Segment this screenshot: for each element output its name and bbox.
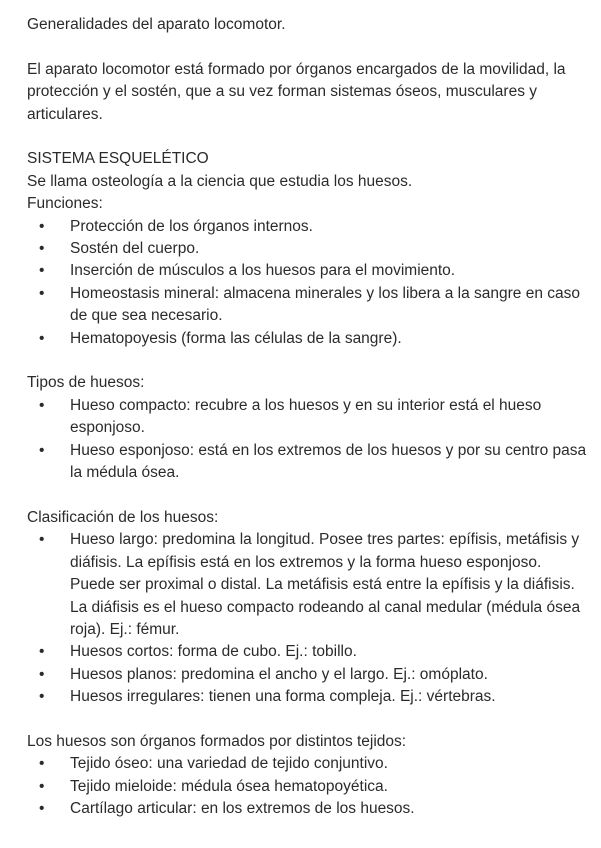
bullet-icon: • [39, 329, 45, 347]
list-item [27, 641, 589, 663]
bullet-icon: • [39, 396, 45, 414]
list-item [27, 440, 589, 485]
document-title: Generalidades del aparato locomotor. [27, 16, 286, 33]
list-item [27, 260, 589, 282]
list-item-text: Hueso compacto: recubre a los huesos y en su interior está el hueso esponjoso. [70, 396, 542, 437]
bullet-icon: • [39, 688, 45, 706]
bullet-icon: • [39, 284, 45, 302]
list-item-text: Homeostasis mineral: almacena minerales y los libera a la sangre en caso de que sea necesario. [70, 284, 581, 325]
list-item-text: Tejido óseo: una variedad de tejido conjuntivo. [70, 755, 388, 773]
tejidos-label: Los huesos son órganos formados por distintos tejidos: [27, 732, 407, 750]
clasificacion-label: Clasificación de los huesos: [27, 508, 219, 526]
list-item [27, 686, 589, 708]
list-item-text: Huesos planos: predomina el ancho y el largo. Ej.: omóplato. [70, 665, 488, 683]
bullet-icon: • [39, 217, 45, 235]
funciones-list [27, 216, 589, 350]
bullet-icon: • [39, 800, 45, 818]
spacer [27, 126, 589, 148]
list-item-text: Hueso largo: predomina la longitud. Posee tres partes: epífisis, metáfisis y diáfisis. La epífisis está en los extremos y la forma hueso esponjoso. Puede ser proximal o distal. La metáfisis está entre la epífisis y la diáfisis. La diáfisis es el hueso compacto rodeando al canal medular (médula ósea roja). Ej.: fémur. [70, 531, 581, 638]
list-item-text: Cartílago articular: en los extremos de los huesos. [70, 800, 415, 818]
funciones-label: Funciones: [27, 195, 103, 213]
bullet-icon: • [39, 777, 45, 795]
bullet-icon: • [39, 755, 45, 773]
bullet-icon: • [39, 665, 45, 683]
osteologia-definition: Se llama osteología a la ciencia que estudia los huesos. [27, 172, 413, 190]
list-item [27, 753, 589, 775]
list-item-text: Huesos irregulares: tienen una forma compleja. Ej.: vértebras. [70, 688, 496, 706]
bullet-icon: • [39, 531, 45, 549]
spacer [27, 36, 589, 58]
clasificacion-list [27, 529, 589, 708]
section-heading: SISTEMA ESQUELÉTICO [27, 150, 209, 168]
spacer [27, 484, 589, 506]
list-item-text: Tejido mieloide: médula ósea hematopoyética. [70, 777, 388, 795]
tejidos-list [27, 753, 589, 820]
list-item-text: Huesos cortos: forma de cubo. Ej.: tobillo. [70, 643, 357, 661]
list-item [27, 664, 589, 686]
intro-paragraph: El aparato locomotor está formado por órganos encargados de la movilidad, la protección y el sostén, que a su vez forman sistemas óseos, musculares y articulares. [27, 60, 566, 123]
bullet-icon: • [39, 240, 45, 258]
list-item-text: Hematopoyesis (forma las células de la sangre). [70, 329, 402, 347]
list-item [27, 283, 589, 328]
list-item [27, 216, 589, 238]
list-item [27, 395, 589, 440]
list-item [27, 238, 589, 260]
spacer [27, 350, 589, 372]
list-item-text: Protección de los órganos internos. [70, 217, 313, 235]
list-item [27, 798, 589, 820]
bullet-icon: • [39, 441, 45, 459]
list-item-text: Sostén del cuerpo. [70, 240, 200, 258]
tipos-label: Tipos de huesos: [27, 374, 145, 392]
list-item-text: Inserción de músculos a los huesos para el movimiento. [70, 262, 456, 280]
list-item [27, 776, 589, 798]
bullet-icon: • [39, 643, 45, 661]
list-item [27, 529, 589, 641]
bullet-icon: • [39, 262, 45, 280]
tipos-list [27, 395, 589, 485]
list-item [27, 328, 589, 350]
list-item-text: Hueso esponjoso: está en los extremos de los huesos y por su centro pasa la médula ósea. [70, 441, 587, 482]
spacer [27, 709, 589, 731]
